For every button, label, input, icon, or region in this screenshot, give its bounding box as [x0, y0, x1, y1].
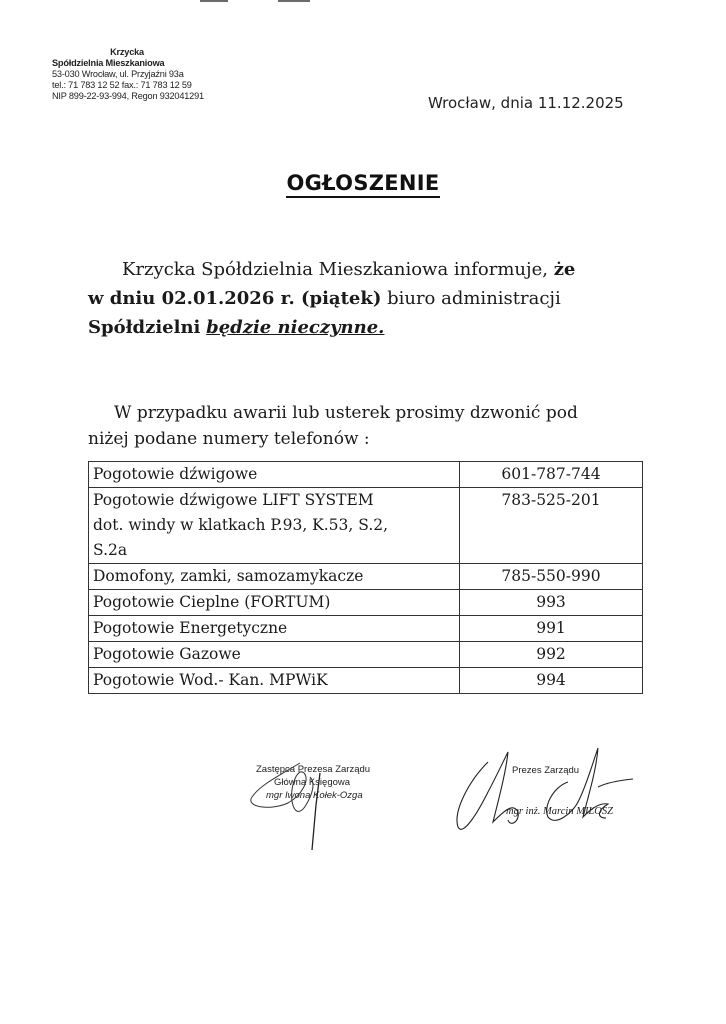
- table-row: [89, 642, 643, 668]
- letterhead-nip: NIP 899-22-93-994, Regon 932041291: [52, 91, 204, 101]
- signatory-right-name: mgr inż. Marcin MIŁOSZ: [506, 806, 613, 817]
- service-name: Pogotowie Cieplne (FORTUM): [89, 590, 460, 616]
- table-row: [89, 668, 643, 694]
- table-row: [89, 564, 643, 590]
- emergency-intro-line-2: niżej podane numery telefonów :: [88, 429, 370, 449]
- announcement-line-2: [88, 284, 644, 313]
- page-title-wrap: [0, 171, 726, 195]
- service-name: Pogotowie Gazowe: [89, 642, 460, 668]
- closure-date: w dniu 02.01.2026 r. (piątek): [88, 288, 382, 309]
- service-name-line: dot. windy w klatkach P.93, K.53, S.2,: [93, 516, 389, 534]
- emergency-phone-table: [88, 461, 643, 694]
- table-row: [89, 462, 643, 488]
- emergency-intro-line-1: W przypadku awarii lub usterek prosimy dzwonić pod: [114, 403, 578, 423]
- announcement-line-1-text: Krzycka Spółdzielnia Mieszkaniowa informuje,: [122, 259, 548, 280]
- top-edge-gap: [228, 0, 278, 2]
- letterhead-line-2: Spółdzielnia Mieszkaniowa: [52, 58, 165, 68]
- announcement-line-3: [88, 313, 644, 342]
- service-name: [89, 488, 460, 564]
- letterhead-address: 53-030 Wrocław, ul. Przyjaźni 93a: [52, 69, 184, 79]
- phone-number: 994: [460, 668, 643, 694]
- announcement-line-1: [88, 255, 644, 284]
- letterhead-line-1: Krzycka: [110, 47, 144, 57]
- announcement-line-2-text: biuro administracji: [387, 288, 561, 309]
- announcement-paragraph: [88, 255, 644, 342]
- signatory-right-title: Prezes Zarządu: [512, 765, 580, 776]
- phone-number: 992: [460, 642, 643, 668]
- service-name-line: S.2a: [93, 541, 128, 559]
- service-name: Domofony, zamki, samozamykacze: [89, 564, 460, 590]
- announcement-line-1-bold: że: [553, 259, 576, 280]
- phone-number: 783-525-201: [460, 488, 643, 564]
- table-row: [89, 616, 643, 642]
- service-name-line: Pogotowie dźwigowe LIFT SYSTEM: [93, 491, 374, 509]
- phone-number: 991: [460, 616, 643, 642]
- announcement-line-3-bold: Spółdzielni: [88, 317, 201, 338]
- signature-block-right: [506, 765, 642, 817]
- closure-notice: będzie nieczynne.: [206, 317, 385, 338]
- service-name: Pogotowie dźwigowe: [89, 462, 460, 488]
- service-name: Pogotowie Wod.- Kan. MPWiK: [89, 668, 460, 694]
- phone-number: 785-550-990: [460, 564, 643, 590]
- signatory-left-title: Zastępca Prezesa Zarządu: [256, 764, 371, 775]
- letterhead-stamp: [52, 47, 222, 102]
- signature-block-left: [256, 763, 406, 802]
- page-title: OGŁOSZENIE: [286, 171, 439, 198]
- phone-number: 601-787-744: [460, 462, 643, 488]
- letterhead-phone: tel.: 71 783 12 52 fax.: 71 783 12 59: [52, 80, 192, 90]
- service-name: Pogotowie Energetyczne: [89, 616, 460, 642]
- table-row: [89, 488, 643, 564]
- phone-number: 993: [460, 590, 643, 616]
- emergency-intro: [88, 400, 644, 452]
- date-line: Wrocław, dnia 11.12.2025: [428, 94, 624, 112]
- signatory-left-name: mgr Iwona Kołek-Ozga: [266, 790, 363, 801]
- table-row: [89, 590, 643, 616]
- signatory-left-role: Główna Księgowa: [274, 777, 351, 788]
